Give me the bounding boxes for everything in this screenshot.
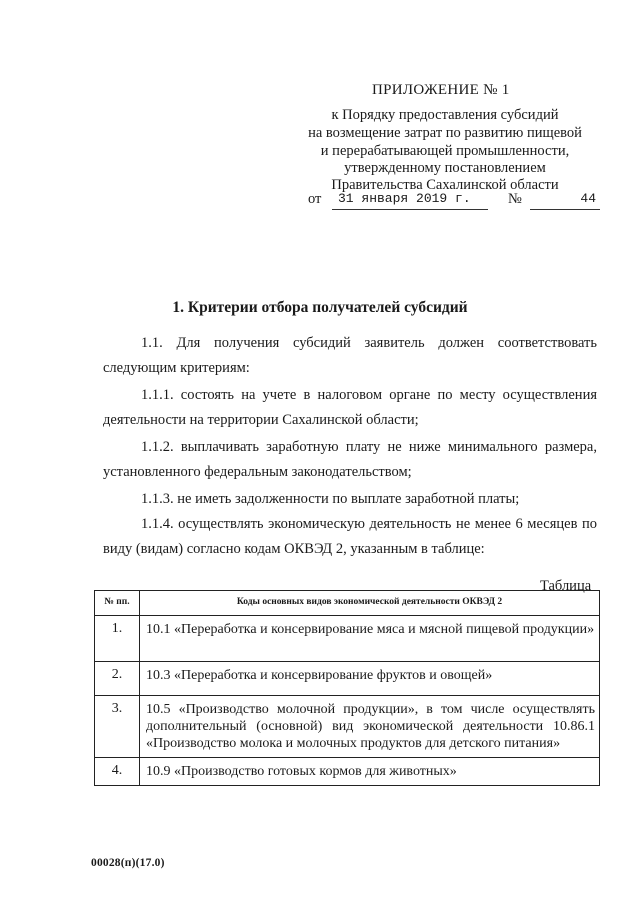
row-code-text: 10.9 «Производство готовых кормов для животных» <box>140 758 600 786</box>
paragraph-1-1-2 <box>103 435 597 485</box>
paragraph-text: 1.1.2. выплачивать заработную плату не ниже минимального размера, установленного федеральным законодательством; <box>103 439 597 480</box>
number-label: № <box>508 191 522 207</box>
table-row <box>95 662 600 696</box>
column-header-number: № пп. <box>95 591 140 616</box>
table-row <box>95 616 600 662</box>
appendix-line: и перерабатывающей промышленности, <box>320 143 570 159</box>
paragraph-text: 1.1.4. осуществлять экономическую деятельность не менее 6 месяцев по виду (видам) согласно кодам ОКВЭД 2, указанным в таблице: <box>103 516 597 557</box>
document-footer-code: 00028(п)(17.0) <box>91 857 165 869</box>
table-caption: Таблица <box>540 578 592 594</box>
row-number: 4. <box>95 758 140 786</box>
paragraph-1-1-1 <box>103 383 597 433</box>
paragraph-1-1-4 <box>103 512 597 562</box>
row-code-text: 10.3 «Переработка и консервирование фруктов и овощей» <box>140 662 600 696</box>
row-code-text: 10.1 «Переработка и консервирование мяса и мясной пищевой продукции» <box>140 616 600 662</box>
appendix-line: к Порядку предоставления субсидий <box>331 107 559 123</box>
paragraph-1-1 <box>103 331 597 381</box>
paragraph-text: 1.1.3. не иметь задолженности по выплате заработной платы; <box>141 491 520 507</box>
appendix-line: утвержденному постановлением <box>344 160 546 176</box>
table-row <box>95 758 600 786</box>
table-row <box>95 696 600 758</box>
row-code-text: 10.5 «Производство молочной продукции», в том числе осуществлять дополнительный (основной) вид экономической деятельности 10.86.1 «Производство молока и молочных продуктов для детского питания» <box>140 696 600 758</box>
table-header-row <box>95 591 600 616</box>
paragraph-text: 1.1.1. состоять на учете в налоговом органе по месту осуществления деятельности на территории Сахалинской области; <box>103 387 597 428</box>
row-number: 1. <box>95 616 140 662</box>
column-header-codes: Коды основных видов экономической деятельности ОКВЭД 2 <box>140 591 600 616</box>
row-number: 3. <box>95 696 140 758</box>
section-heading: 1. Критерии отбора получателей субсидий <box>172 299 468 316</box>
appendix-line: на возмещение затрат по развитию пищевой <box>308 125 582 141</box>
row-number: 2. <box>95 662 140 696</box>
appendix-line: Правительства Сахалинской области <box>331 177 559 193</box>
paragraph-text: 1.1. Для получения субсидий заявитель должен соответствовать следующим критериям: <box>103 335 597 376</box>
okved-criteria-table <box>94 590 600 786</box>
approval-date: 31 января 2019 г. <box>332 191 488 210</box>
paragraph-1-1-3 <box>103 487 597 512</box>
approval-signature-row <box>300 191 600 211</box>
from-label: от <box>308 191 322 207</box>
appendix-title: ПРИЛОЖЕНИЕ № 1 <box>372 82 510 98</box>
approval-number: 44 <box>530 191 600 210</box>
